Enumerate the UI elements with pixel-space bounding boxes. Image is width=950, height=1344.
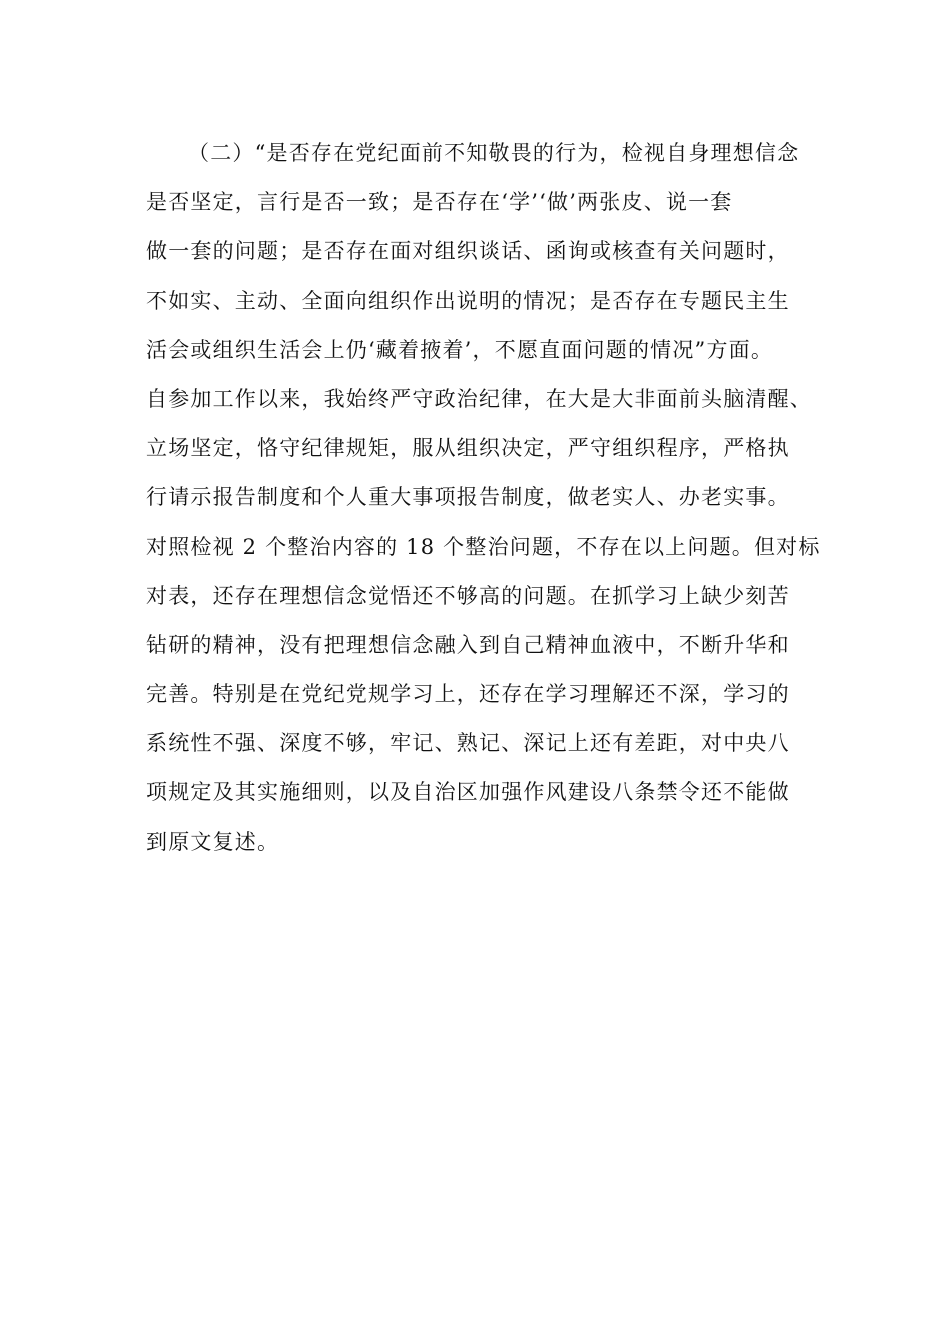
text-line: 到原文复述。 (146, 829, 280, 854)
text-line: 是否坚定，言行是否一致；是否存在‘学’‘做’两张皮、说一套 (146, 190, 733, 215)
text-line: 做一套的问题；是否存在面对组织谈话、函询或核查有关问题时， (146, 239, 790, 264)
text-line: 钻研的精神，没有把理想信念融入到自己精神血液中，不断升华和 (146, 632, 790, 657)
text-line: 对表，还存在理想信念觉悟还不够高的问题。在抓学习上缺少刻苦 (146, 583, 790, 608)
text-line: 完善。特别是在党纪党规学习上，还存在学习理解还不深，学习的 (146, 682, 790, 707)
text-line: 对照检视 2 个整治内容的 18 个整治问题，不存在以上问题。但对标 (146, 534, 821, 559)
text-line: 行请示报告制度和个人重大事项报告制度，做老实人、办老实事。 (146, 485, 790, 510)
text-line: 项规定及其实施细则，以及自治区加强作风建设八条禁令还不能做 (146, 780, 790, 805)
document-body (146, 133, 846, 871)
text-line: 自参加工作以来，我始终严守政治纪律，在大是大非面前头脑清醒、 (146, 386, 812, 411)
text-line: 不如实、主动、全面向组织作出说明的情况；是否存在专题民主生 (146, 288, 790, 313)
text-line: （二）“是否存在党纪面前不知敬畏的行为，检视自身理想信念 (188, 141, 800, 165)
text-line: 系统性不强、深度不够，牢记、熟记、深记上还有差距，对中央八 (146, 731, 790, 756)
text-line: 活会或组织生活会上仍‘藏着掖着’，不愿直面问题的情况”方面。 (146, 337, 774, 362)
text-line: 立场坚定，恪守纪律规矩，服从组织决定，严守组织程序，严格执 (146, 436, 790, 461)
